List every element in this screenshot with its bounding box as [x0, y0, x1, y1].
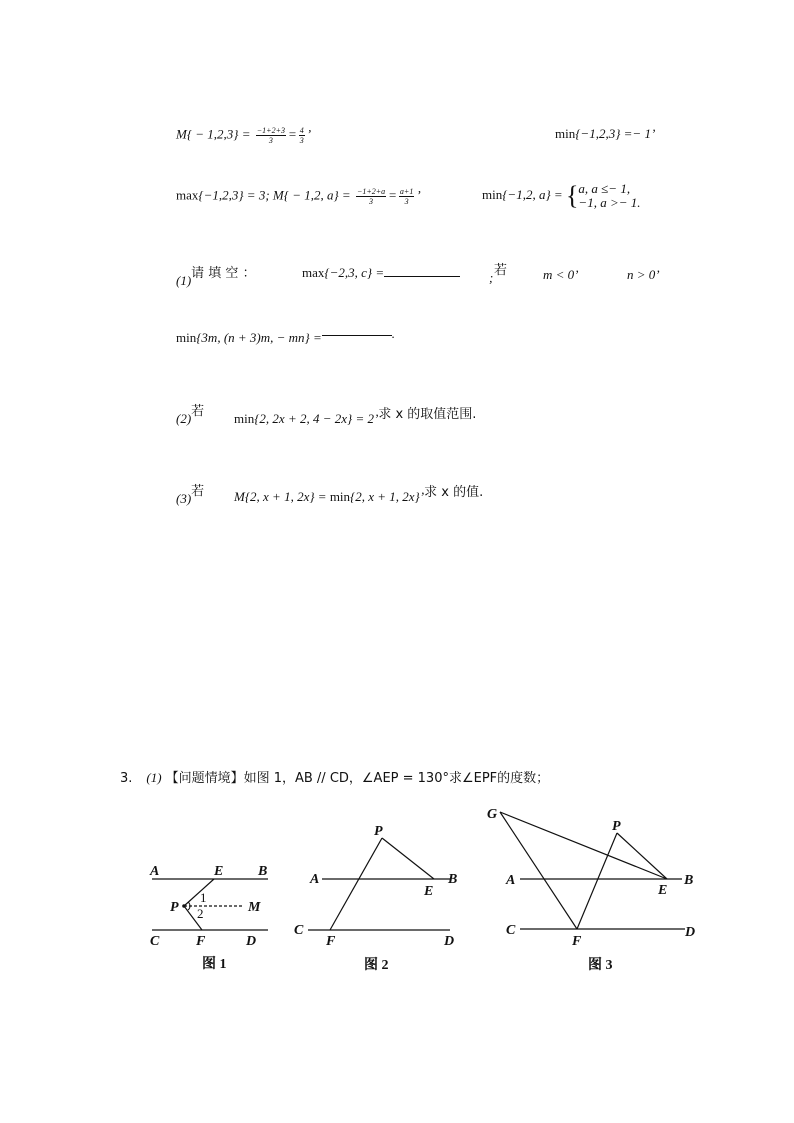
p3-label: (1)	[146, 770, 162, 785]
q2-expr	[234, 408, 476, 427]
fig3-seg-pe	[617, 833, 667, 879]
l1-frac-den: 3	[268, 136, 273, 145]
q1-expr: {−2,3, c} =	[324, 265, 385, 280]
fig2-label-c: C	[294, 923, 304, 938]
fig2-label-p: P	[374, 824, 383, 839]
l2-frac-den: 3	[369, 197, 374, 206]
fig3-seg-gf	[500, 812, 577, 929]
l1-eq: =	[287, 126, 297, 142]
problem-3-header	[120, 767, 549, 786]
fig3-seg-ge	[500, 812, 667, 879]
fig3-label-e: E	[658, 883, 668, 898]
l2-res-num: a+1	[399, 187, 414, 196]
l2-case-1: a, a ≤− 1,	[578, 181, 631, 196]
fig2-label-a: A	[310, 872, 320, 887]
q1-if: 若	[494, 263, 508, 278]
fig1-caption: 图 1	[202, 957, 227, 972]
l2-min-fn: min	[482, 186, 503, 202]
fig1-label-a: A	[150, 864, 160, 879]
fig1-label-f: F	[196, 934, 206, 949]
fig3-label-d: D	[685, 925, 696, 940]
question-2	[176, 400, 205, 426]
l1-res-num: 4	[299, 126, 304, 135]
fig1-label-b: B	[258, 864, 268, 879]
fig2-label-b: B	[448, 872, 458, 887]
fig2-label-f: F	[326, 934, 336, 949]
fig1-label-c: C	[150, 934, 160, 949]
q2-label: (2)	[176, 411, 192, 426]
fig1-point-p	[182, 904, 186, 908]
q3-text: 求 x 的值.	[424, 485, 484, 500]
q1b-expr: {3m, (n + 3)m, − mn} =	[196, 330, 322, 345]
q1-text: 请 填 空 ：	[191, 266, 256, 281]
q1-sep: ;	[489, 270, 494, 285]
line-1-left	[176, 126, 311, 145]
l2-comma: ’	[416, 187, 421, 203]
fig2-caption: 图 2	[364, 958, 389, 973]
fig3-caption: 图 3	[588, 958, 613, 973]
fig3-label-b: B	[684, 873, 694, 888]
fig1-label-angle-1: 1	[200, 890, 207, 905]
fig1-label-e: E	[214, 864, 224, 879]
line-2-left	[176, 187, 421, 206]
question-3	[176, 480, 205, 506]
figure-1	[140, 850, 280, 975]
l2-eq: =	[388, 187, 397, 203]
l1-result-fraction	[299, 126, 305, 145]
q2-expr-text: {2, 2x + 2, 4 − 2x} = 2	[254, 411, 374, 426]
q1b-answer-blank[interactable]	[322, 335, 392, 336]
fig3-label-p: P	[612, 819, 621, 834]
q3-expr2: {2, x + 1, 2x}	[350, 489, 420, 504]
l2-frac-num: −1+2+a	[356, 187, 386, 196]
q1-max-fn: max	[302, 265, 325, 280]
q1-label: (1)	[176, 273, 192, 288]
l2-fraction	[356, 187, 386, 206]
l1-min-fn: min	[555, 126, 576, 141]
l2-result-fraction	[399, 187, 414, 206]
l2-brace: {	[565, 181, 579, 210]
q1-min-expr	[176, 326, 396, 346]
l1-right-text: {−1,2,3} =− 1’	[575, 126, 656, 141]
figure-3	[480, 800, 710, 975]
l1-comma: ’	[306, 126, 312, 142]
fig1-label-d: D	[246, 934, 257, 949]
p3-text: 【问题情境】如图 1，AB // CD，∠AEP = 130°求∠EPF的度数；	[165, 771, 550, 786]
l2-case-2: −1, a >− 1.	[578, 195, 641, 210]
line-2-right	[482, 182, 641, 210]
l1-left-text: M{ − 1,2,3} =	[176, 126, 251, 142]
l2-cases	[578, 182, 640, 210]
p3-number: 3.	[120, 771, 133, 786]
fig2-label-e: E	[424, 884, 434, 899]
fig3-label-g: G	[487, 807, 498, 822]
q3-min-fn: min	[329, 489, 351, 504]
l2-left-text: {−1,2,3} = 3; M{ − 1,2, a} =	[198, 187, 351, 203]
fig2-label-d: D	[444, 934, 455, 949]
l2-res-den: 3	[404, 197, 409, 206]
q3-if: 若	[191, 484, 205, 499]
fig3-seg-fp	[577, 833, 617, 929]
fig3-label-f: F	[572, 934, 582, 949]
l2-max-fn: max	[176, 187, 199, 203]
fig3-label-a: A	[506, 873, 516, 888]
l2-right-text: {−1,2, a} =	[502, 186, 563, 202]
line-1-right	[555, 126, 655, 142]
q3-expr	[234, 486, 483, 505]
q1b-end: .	[391, 326, 396, 341]
fig2-seg-fp	[330, 838, 382, 930]
q3-comma: ’	[419, 489, 425, 504]
l1-frac-num: −1+2+3	[256, 126, 285, 135]
figure-2	[290, 815, 470, 975]
question-1	[176, 262, 256, 288]
fig3-label-c: C	[506, 923, 516, 938]
l1-res-den: 3	[299, 136, 304, 145]
q3-expr-text: M{2, x + 1, 2x} =	[234, 489, 327, 504]
q1b-min-fn: min	[176, 330, 197, 345]
q2-if: 若	[191, 404, 205, 419]
q2-min-fn: min	[234, 411, 255, 426]
q3-label: (3)	[176, 491, 192, 506]
q2-comma: ’	[374, 411, 379, 426]
q1-n: n > 0’	[627, 267, 660, 282]
fig2-seg-pe	[382, 838, 434, 879]
q2-text: 求 x 的取值范围.	[378, 407, 477, 422]
fig1-label-m: M	[248, 900, 261, 915]
fig1-label-angle-2: 2	[197, 906, 204, 921]
l1-fraction	[256, 126, 286, 145]
q1-answer-blank[interactable]	[384, 276, 460, 277]
fig1-label-p: P	[170, 900, 179, 915]
q1-m: m < 0’	[543, 267, 579, 282]
q1-max-expr	[302, 265, 460, 281]
